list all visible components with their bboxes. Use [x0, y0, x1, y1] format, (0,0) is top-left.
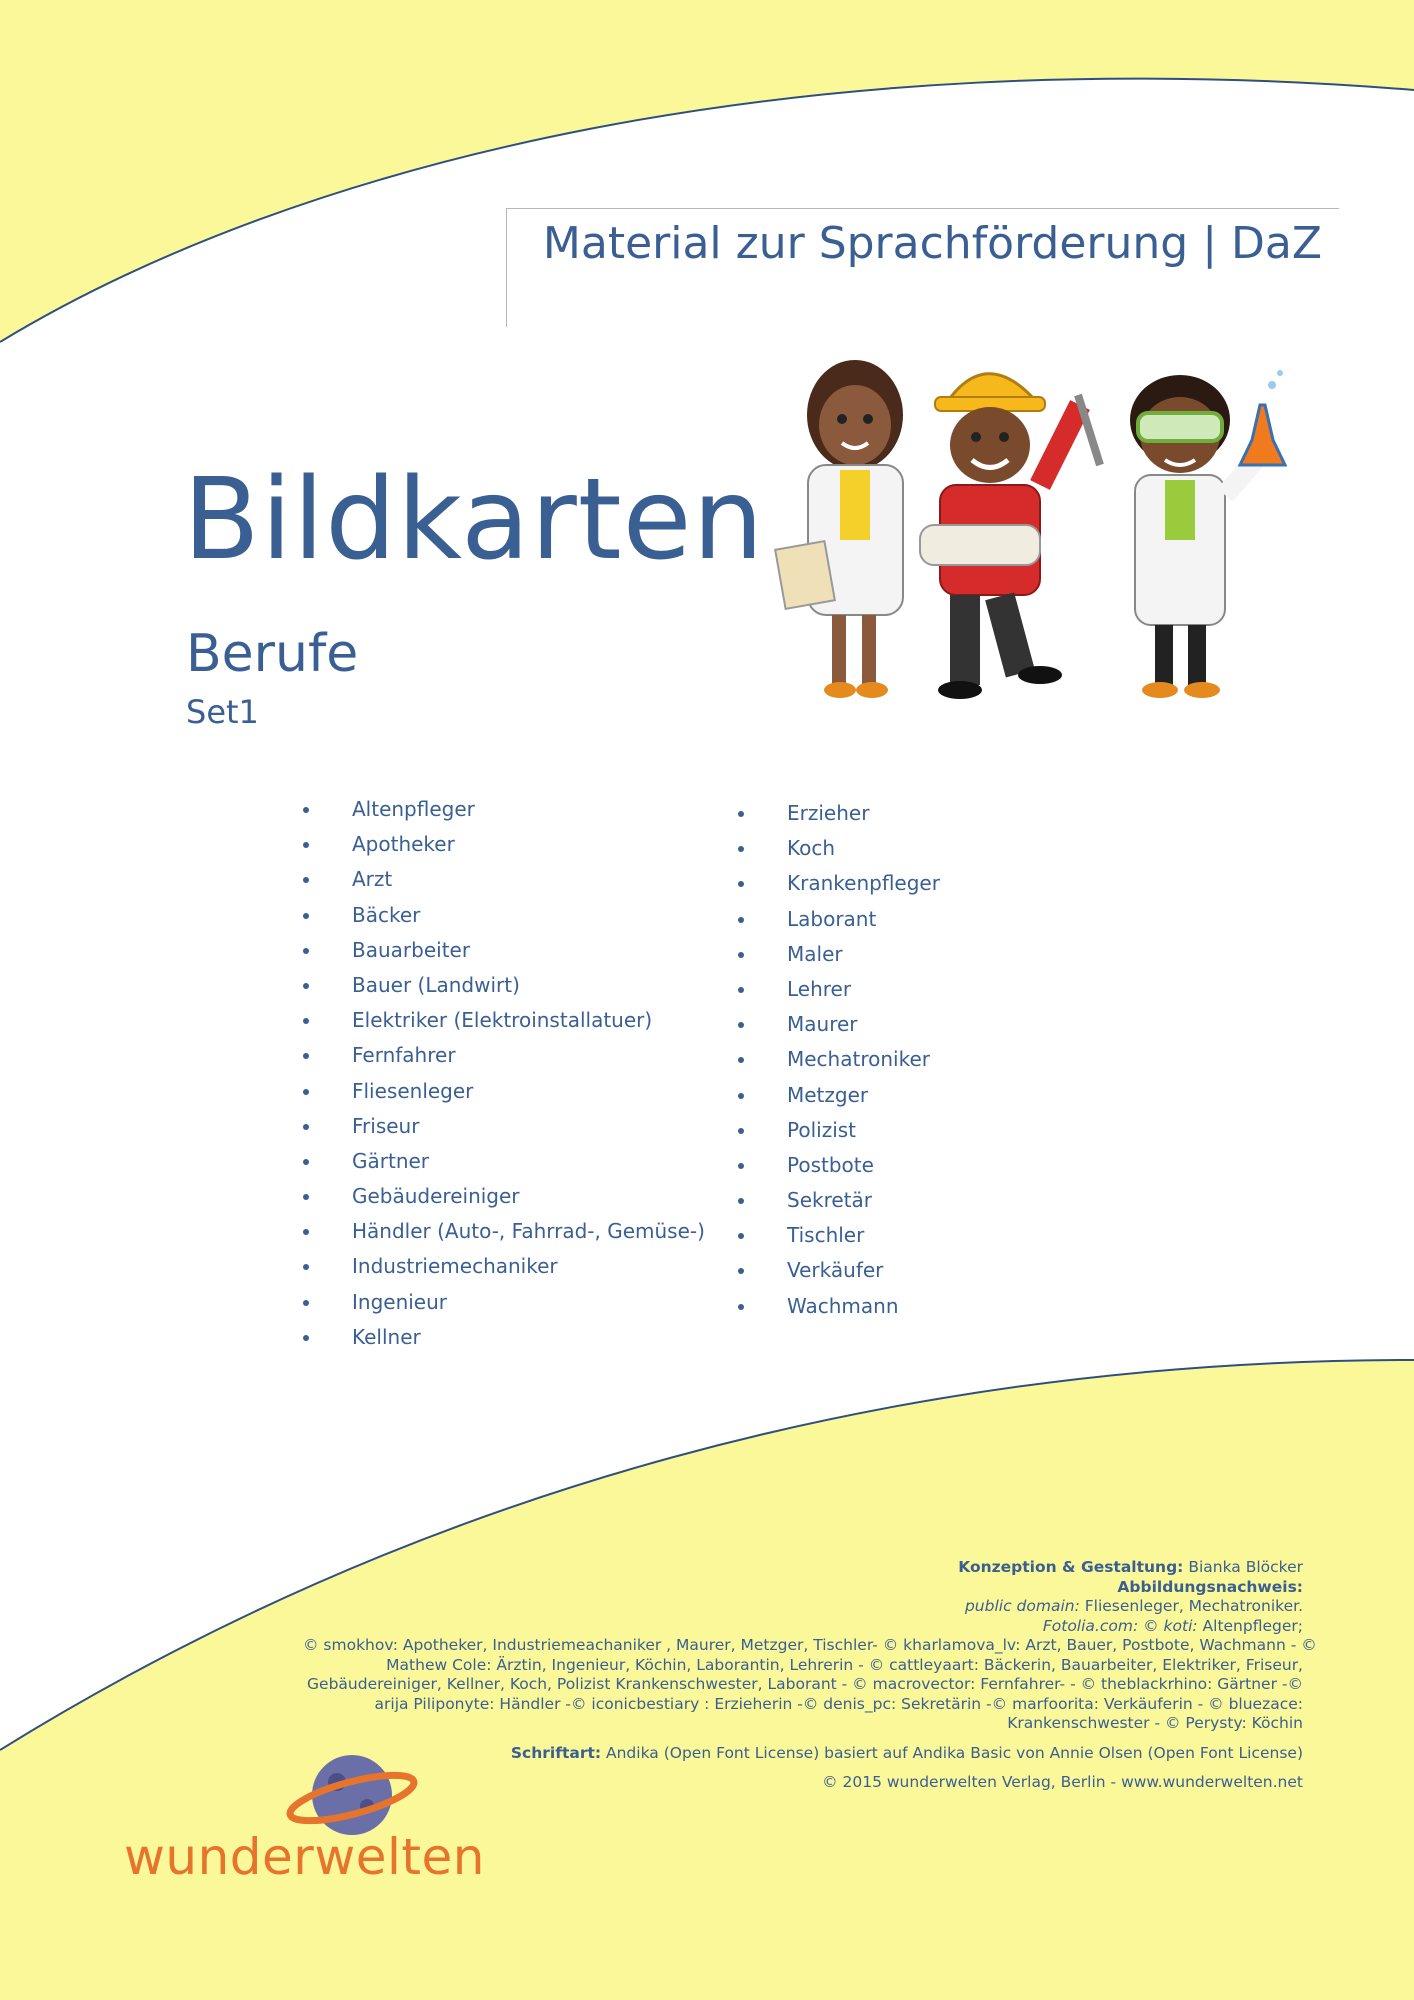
- job-list-item: Elektriker (Elektroinstallatuer): [302, 1003, 705, 1038]
- job-list-item: Bauarbeiter: [302, 933, 705, 968]
- credits-block: [303, 1558, 1317, 1793]
- job-list-item: Wachmann: [737, 1289, 940, 1324]
- job-list-item: Maurer: [737, 1007, 940, 1042]
- job-list-item: Sekretär: [737, 1183, 940, 1218]
- job-list-item: Apotheker: [302, 827, 705, 862]
- job-list-item: Koch: [737, 831, 940, 866]
- job-list-item: Erzieher: [737, 796, 940, 831]
- credit-line-9: Krankenschwester - © Perysty: Köchin: [1007, 1714, 1303, 1732]
- job-list-item: Friseur: [302, 1109, 705, 1144]
- job-list-item: Händler (Auto-, Fahrrad-, Gemüse-): [302, 1214, 705, 1249]
- job-list-item: Maler: [737, 937, 940, 972]
- job-list-item: Gärtner: [302, 1144, 705, 1179]
- doctor-figure: [775, 360, 903, 698]
- credit-line-8: arija Piliponyte: Händler -© iconicbestiary : Erzieherin -© denis_pc: Sekretärin -© marfoorita: Verkäuferin - © bluezace:: [374, 1694, 1303, 1713]
- job-list-item: Kellner: [302, 1320, 705, 1355]
- credit-konzeption: Konzeption & Gestaltung: Bianka Blöcker: [958, 1558, 1303, 1576]
- credit-copyright: © 2015 wunderwelten Verlag, Berlin - www.wunderwelten.net: [822, 1773, 1303, 1791]
- job-list-item: Mechatroniker: [737, 1042, 940, 1077]
- job-list-item: Fernfahrer: [302, 1038, 705, 1073]
- job-list-item: Tischler: [737, 1218, 940, 1253]
- white-wave-panel: [0, 79, 1414, 1750]
- children-workers-illustration: [760, 345, 1320, 715]
- job-list-item: Metzger: [737, 1078, 940, 1113]
- credit-line-5: © smokhov: Apotheker, Industriemeachaniker , Maurer, Metzger, Tischler- © kharlamova_lv: Arzt, Bauer, Postbote, Wachmann - ©: [303, 1636, 1317, 1654]
- job-list-item: Ingenieur: [302, 1285, 705, 1320]
- scientist-figure: [1130, 370, 1285, 698]
- credit-line-6: Mathew Cole: Ärztin, Ingenieur, Köchin, Laborantin, Lehrerin - © cattleyaart: Bäckerin, Bauarbeiter, Elektriker, Friseur,: [386, 1655, 1303, 1674]
- job-list-right: [737, 796, 940, 1324]
- logo-wordmark: wunderwelten: [124, 1828, 485, 1886]
- job-list-item: Gebäudereiniger: [302, 1179, 705, 1214]
- job-list-item: Arzt: [302, 862, 705, 897]
- credit-line-7: Gebäudereiniger, Kellner, Koch, Polizist Krankenschwester, Laborant - © macrovector: Fernfahrer- - © theblackrhino: Gärtner -©: [307, 1675, 1303, 1693]
- header-label: Material zur Sprachförderung | DaZ: [542, 218, 1322, 269]
- job-list-item: Fliesenleger: [302, 1074, 705, 1109]
- job-list-item: Verkäufer: [737, 1253, 940, 1288]
- job-list-item: Bäcker: [302, 898, 705, 933]
- builder-figure: [920, 374, 1100, 699]
- credit-schriftart: Schriftart: Andika (Open Font License) basiert auf Andika Basic von Annie Olsen (Open Font License): [510, 1743, 1303, 1762]
- job-list-item: Industriemechaniker: [302, 1249, 705, 1284]
- job-list-item: Bauer (Landwirt): [302, 968, 705, 1003]
- job-list-item: Krankenpfleger: [737, 866, 940, 901]
- job-list-item: Altenpfleger: [302, 792, 705, 827]
- job-list-item: Laborant: [737, 902, 940, 937]
- job-list-item: Postbote: [737, 1148, 940, 1183]
- credit-public-domain: public domain: Fliesenleger, Mechatroniker.: [964, 1597, 1303, 1615]
- credit-abbildung-heading: Abbildungsnachweis:: [1117, 1577, 1303, 1596]
- job-list-item: Polizist: [737, 1113, 940, 1148]
- page-title: Bildkarten: [183, 455, 765, 585]
- page-subtitle: Berufe: [186, 624, 359, 684]
- job-list-item: Lehrer: [737, 972, 940, 1007]
- credit-fotolia: Fotolia.com: © koti: Altenpfleger;: [1042, 1616, 1303, 1635]
- set-label: Set1: [186, 693, 259, 731]
- job-list-left: [302, 792, 705, 1355]
